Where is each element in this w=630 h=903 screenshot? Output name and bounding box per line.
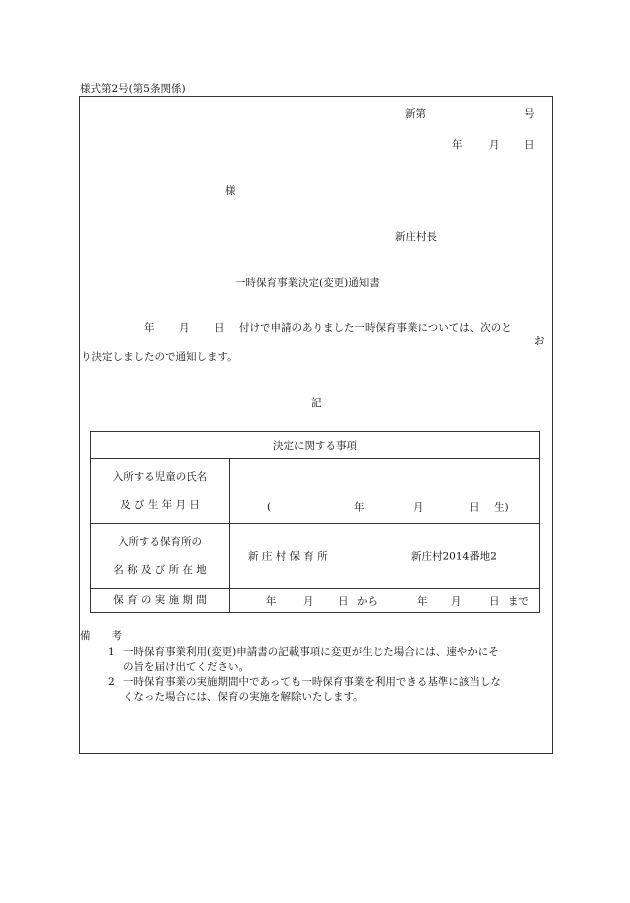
- body-day: 日: [214, 322, 225, 334]
- body-month: 月: [179, 322, 190, 334]
- period-to-month: 月: [451, 595, 462, 607]
- form-label: 様式第2号(第5条関係): [80, 83, 186, 95]
- birth-year: 年: [354, 501, 365, 514]
- sender: 新庄村長: [395, 231, 437, 243]
- facility-address: 新庄村2014番地2: [411, 550, 497, 563]
- date-year: 年: [452, 139, 463, 151]
- ki-marker: 記: [311, 397, 322, 409]
- child-name-value: [230, 459, 540, 524]
- facility-name: 新 庄 村 保 育 所: [248, 550, 328, 563]
- birth-month: 月: [413, 501, 424, 514]
- body-year: 年: [144, 322, 155, 334]
- child-name-label: 入所する児童の氏名 及 び 生 年 月 日: [91, 459, 230, 524]
- date-month: 月: [489, 139, 500, 151]
- period-label: 保 育 の 実 施 期 間: [91, 589, 230, 613]
- doc-number-prefix: 新第: [405, 108, 426, 120]
- body-wrap: お: [534, 335, 545, 347]
- period-from: から: [357, 595, 378, 607]
- birth-open: (: [267, 501, 272, 513]
- table-header: 決定に関する事項: [91, 432, 540, 459]
- note-2-line2: くなった場合には、保育の実施を解除いたします。: [123, 691, 364, 703]
- period-to-day: 日: [489, 595, 500, 607]
- period-from-year: 年: [266, 595, 277, 607]
- doc-number-suffix: 号: [524, 108, 535, 120]
- note-2-line1: 一時保育事業の実施期間中であっても一時保育事業を利用できる基準に該当しな: [123, 676, 501, 688]
- birth-day: 日: [469, 501, 480, 514]
- body-line2: り決定しましたので通知します。: [81, 351, 238, 363]
- decision-table: [90, 431, 540, 613]
- note-2-number: 2: [108, 676, 115, 688]
- facility-label: 入所する保育所の 名 称 及 び 所 在 地: [91, 524, 230, 589]
- period-from-month: 月: [303, 595, 314, 607]
- period-from-day: 日: [338, 595, 349, 607]
- note-1-number: 1: [108, 646, 115, 658]
- note-1-line1: 一時保育事業利用(変更)申請書の記載事項に変更が生じた場合には、速やかにそ: [123, 646, 499, 658]
- period-value: [230, 589, 540, 613]
- facility-value: [230, 524, 540, 589]
- body-line1: 付けで申請のありました一時保育事業については、次のと: [239, 322, 512, 334]
- birth-close: 生): [494, 501, 509, 514]
- addressee-suffix: 様: [225, 185, 236, 197]
- notes-heading: 備 考: [80, 630, 122, 642]
- period-to-year: 年: [417, 595, 428, 607]
- period-to: まで: [508, 595, 529, 607]
- note-1-line2: の旨を届け出てください。: [123, 661, 249, 673]
- date-day: 日: [524, 139, 535, 151]
- document-title: 一時保育事業決定(変更)通知書: [235, 277, 380, 289]
